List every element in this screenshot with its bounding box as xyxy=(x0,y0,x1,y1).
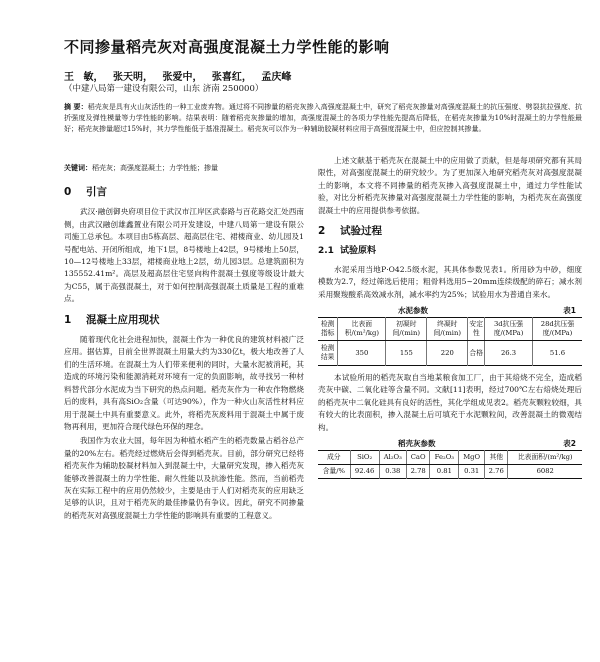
table-cell: 26.3 xyxy=(485,341,533,366)
table-cell: 51.6 xyxy=(549,348,566,357)
table-header-cell: CaO xyxy=(406,451,429,465)
table-header-cell: 终凝时间/(min) xyxy=(427,318,468,341)
paragraph-status-1: 随着现代化社会进程加快，混凝土作为一种优良的建筑材料被广泛应用。据估算，目前全世界混凝土用量大约为330亿t，极大地改善了人们的生活环境。在混凝土为人们带来便利的同时，大量水泥被消耗，其造成的环境污染和能源消耗对环境有一定的负面影响，故寻找另一种材料替代部分水泥成为当下研究的热点问题。稻壳灰作为一种农作物燃烧后的废料，具有高SiO₂含量（可达90%），作为一种火山灰活性材料应用于混凝土中具有重要意义。此外，将稻壳灰废料用于混凝土中属于废物再利用，更加符合现代绿色环保的理念。 xyxy=(64,335,304,431)
table-cell: 合格 xyxy=(468,341,485,366)
table-cell: 2.76 xyxy=(485,465,508,479)
table-cell: 220 xyxy=(427,341,468,366)
subsection-heading-materials xyxy=(318,245,582,257)
table-cell: 0.81 xyxy=(430,465,459,479)
section-title: 试验过程 xyxy=(340,225,382,238)
table-header-cell: 初凝时间/(min) xyxy=(386,318,427,341)
table-header-cell: 其他 xyxy=(485,451,508,465)
table-header-cell: 比表面积/(m²/kg) xyxy=(508,451,582,465)
table-cell: 含量/% xyxy=(318,465,350,479)
paragraph-intro: 武汉·融创御央府项目位于武汉市江岸区武泰路与百花路交汇处西南侧，由武汉融创雄鑫置业有限公司开发建设，中建八局第一建设有限公司施工总承包。本项目由5栋高层、超高层住宅、裙楼商业、幼儿园及1号配电站、开闭所组成，地下1层，8号楼地上42层，9号楼地上50层，10—12号楼地上33层，裙楼商业地上2层，幼儿园3层。总建筑面积为135552.41m²。高层及超高层住宅竖向构件混凝土强度等级设计最大为C55，属于高强混凝土，对于如何控制高强混凝土质量是工程的重难点。 xyxy=(64,207,304,304)
paragraph-materials: 水泥采用当地P·O42.5级水泥，其具体参数见表1。所用砂为中砂，细度模数为2.7，经过筛选后使用；粗骨料选用5~20mm连续级配的碎石；减水剂采用聚羧酸系高效减水剂，减水率约为25%；试验用水为普通自来水。 xyxy=(318,264,582,299)
subsection-title: 试验原料 xyxy=(340,246,377,257)
keywords-label: 关键词： xyxy=(64,163,92,172)
section-heading-intro xyxy=(64,186,304,198)
table1-caption xyxy=(318,305,582,317)
table-cell: 2.78 xyxy=(406,465,429,479)
table2-title: 稻壳灰参数 xyxy=(398,439,436,449)
table-cell: 检测结果 xyxy=(318,341,338,366)
table-header-row xyxy=(318,451,582,465)
section-number: 2 xyxy=(318,225,326,238)
keywords-text: 稻壳灰；高强度混凝土；力学性能；掺量 xyxy=(92,164,218,172)
table-row xyxy=(318,341,582,366)
paragraph-rha: 本试验所用的稻壳灰取自当地某粮食加工厂，由于其焙烧不完全，造成稻壳灰中碳、二氧化硅等含量不同。文献[11]表明，经过700℃左右焙烧处理后的稻壳灰中二氧化硅具有良好的活性，其化学组成见表2。稻壳灰颗粒较细，具有较大的比表面积，掺入混凝土后可填充于水泥颗粒间，改善混凝土的微观结构。 xyxy=(318,373,582,432)
table-header-cell: Fe₂O₃ xyxy=(430,451,459,465)
table-header-cell: 成分 xyxy=(318,451,350,465)
table-cell: 350 xyxy=(338,341,386,366)
paper-title: 不同掺量稻壳灰对高强度混凝土力学性能的影响 xyxy=(64,38,390,56)
left-column xyxy=(64,178,304,524)
abstract xyxy=(64,101,582,135)
table2-number: 表2 xyxy=(563,439,576,449)
section-title: 混凝土应用现状 xyxy=(86,313,160,326)
author-list: 王 敏， 张天明， 张爱中， 张喜红， 孟庆峰 xyxy=(64,72,292,83)
table-cell: 6082 xyxy=(536,467,554,476)
abstract-text: 稻壳灰是具有火山灰活性的一种工业废弃物。通过将不同掺量的稻壳灰掺入高强度混凝土中，研究了稻壳灰掺量对高强度混凝土的抗压强度、劈裂抗拉强度、抗折强度及弹性模量等力学性能的影响。结果表明：随着稻壳灰掺量的增加，高强度混凝土的各项力学性能先提高后降低，在稻壳灰掺量为10%时混凝土的力学性能最好；稻壳灰掺量超过15%时，其力学性能低于基准混凝土。稻壳灰可以作为一种辅助胶凝材料应用于高强度混凝土中，但应控制其掺量。 xyxy=(64,103,582,133)
table-cell: 92.46 xyxy=(350,465,379,479)
table1-title: 水泥参数 xyxy=(398,306,428,316)
table-header-cell: 3d抗压强度/(MPa) xyxy=(485,318,533,341)
table-cell: 155 xyxy=(386,341,427,366)
section-heading-experiment xyxy=(318,225,582,237)
section-number: 1 xyxy=(64,313,72,326)
section-number: 0 xyxy=(64,186,72,198)
table-header-row xyxy=(318,318,582,341)
table-header-cell: 28d抗压强度/(MPa) xyxy=(532,318,582,341)
table-header-cell: Al₂O₃ xyxy=(379,451,406,465)
table-cell: 0.31 xyxy=(459,465,485,479)
section-title: 引言 xyxy=(86,186,107,198)
abstract-label: 摘 要： xyxy=(64,102,88,111)
table-header-cell: 比表面积/(m²/kg) xyxy=(338,318,386,341)
paragraph-status-2: 我国作为农业大国，每年因为种植水稻产生的稻壳数量占稻谷总产量的20%左右。稻壳经过燃烧后会得到稻壳灰。目前，部分研究已经将稻壳灰作为辅助胶凝材料加入到混凝土中，大量研究发现，掺入稻壳灰能够改善混凝土的力学性能、耐久性能以及抗渗性能。然而，当前稻壳灰在实际工程中的应用仍然较少，主要是由于人们对稻壳灰的应用缺乏足够的认识，且对于稻壳灰的最佳掺量仍有争议。因此，研究不同掺量的稻壳灰对高强度混凝土力学性能的影响具有重要的工程意义。 xyxy=(64,436,304,520)
section-heading-status xyxy=(64,314,304,326)
table-cell: 0.38 xyxy=(379,465,406,479)
table-header-cell: SiO₂ xyxy=(350,451,379,465)
table-header-cell: 安定性 xyxy=(468,318,485,341)
table1-number: 表1 xyxy=(563,306,576,316)
right-column xyxy=(318,155,582,479)
subsection-number: 2.1 xyxy=(318,246,334,257)
table-header-cell: MgO xyxy=(459,451,485,465)
paragraph-right-intro: 上述文献基于稻壳灰在混凝土中的应用做了贡献，但是每项研究都有其局限性，对高强度混凝土的研究较少。为了更加深入地研究稻壳灰对高强度混凝土的影响，本文将不同掺量的稻壳灰掺入高强度混凝土中，通过力学性能试验，对比分析稻壳灰掺量对高强度混凝土力学性能的影响，为稻壳灰在高强度混凝土中的应用提供参考依据。 xyxy=(318,156,582,215)
table2-caption xyxy=(318,438,582,450)
table-header-cell: 检测指标 xyxy=(318,318,338,341)
table-row xyxy=(318,465,582,479)
table-rha-parameters xyxy=(318,450,582,479)
affiliation: （中建八局第一建设有限公司，山东 济南 250000） xyxy=(64,84,264,94)
table-cement-parameters xyxy=(318,317,582,366)
